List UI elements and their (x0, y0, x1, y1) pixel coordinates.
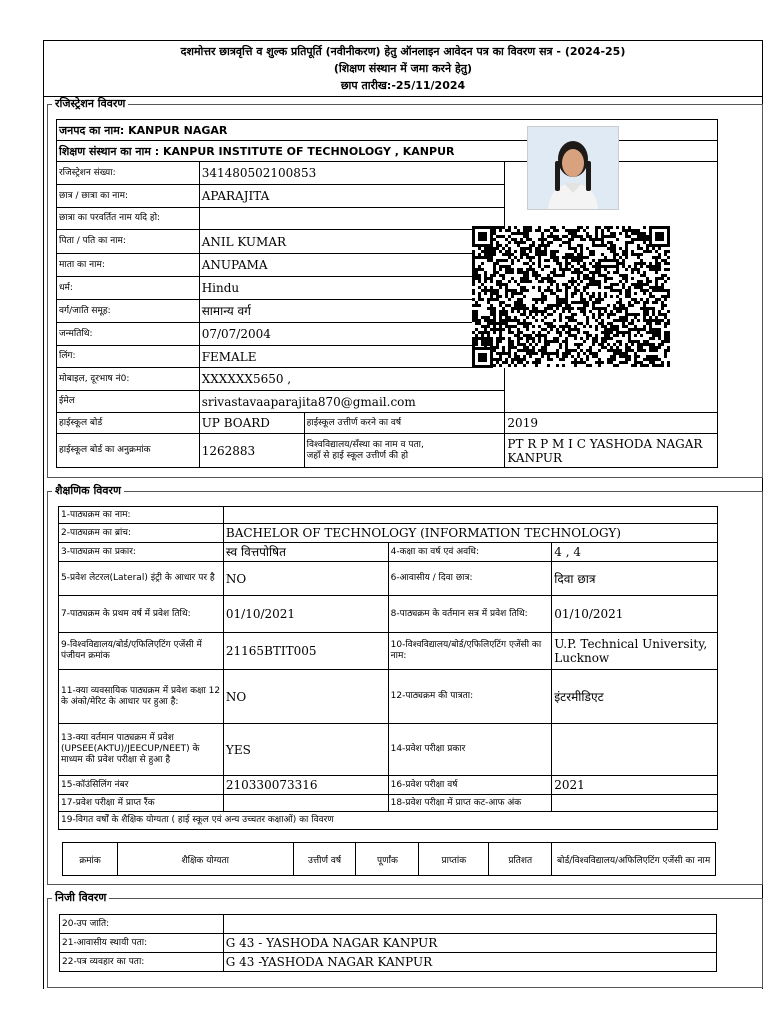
history-col-qualification: शैक्षिक योग्यता (117, 843, 293, 876)
reg-label: धर्म: (57, 277, 200, 300)
counsel-label: 15-कॉउंसिलिंग नंबर (59, 776, 224, 795)
reg-value: ANUPAMA (199, 254, 505, 277)
personal-table (59, 914, 717, 972)
hs-year-label: हाईस्कूल उत्तीर्ण करने का वर्ष (304, 413, 505, 434)
academic-table (58, 506, 718, 830)
hs-school-label (304, 434, 505, 468)
course-name-label: 1-पाठ्यक्रम का नाम: (59, 507, 224, 524)
resident-label: 6-आवासीय / दिवा छात्र: (388, 562, 552, 596)
entrance-value: YES (223, 724, 388, 776)
entrance-label: 13-क्या वर्तमान पाठ्यक्रम में प्रवेश (UPSEE(AKTU)/JEECUP/NEET) के माध्यम की प्रवेश परीक्षा से हुआ है (59, 724, 224, 776)
cutoff-value (552, 795, 718, 812)
reg-label: छात्रा का परवर्तित नाम यदि हो: (57, 208, 200, 230)
header-subtitle: (शिक्षण संस्थान में जमा करने हेतु) (333, 62, 473, 75)
cutoff-label: 18-प्रवेश परीक्षा में प्राप्त कट-आफ अंक (388, 795, 552, 812)
exam-type-label: 14-प्रवेश परीक्षा प्रकार (388, 724, 552, 776)
history-col-obtained: प्राप्तांक (419, 843, 489, 876)
reg-label: छात्र / छात्रा का नाम: (57, 185, 200, 208)
registration-legend: रजिस्ट्रेशन विवरण (52, 97, 128, 111)
history-col-serial: क्रमांक (63, 843, 118, 876)
hs-year-value: 2019 (505, 413, 718, 434)
univ-name-value: U.P. Technical University, Lucknow (552, 633, 718, 670)
hs-school-label-2: जहाँ से हाई स्कूल उत्तीर्ण की हो (306, 450, 409, 461)
institute-name: शिक्षण संस्थान का नाम : KANPUR INSTITUTE OF TECHNOLOGY , KANPUR (57, 141, 718, 162)
course-name-value (223, 507, 717, 524)
hs-roll-value: 1262883 (199, 434, 304, 468)
univ-reg-label: 9-विश्वविद्यालय/बोर्ड/एफिलिएटिंग एजेंसी में पंजीयन क्रमांक (59, 633, 224, 670)
univ-reg-value: 21165BTIT005 (223, 633, 388, 670)
cur-admit-value: 01/10/2021 (552, 596, 718, 633)
qr-code-icon (472, 226, 670, 368)
reg-value: 07/07/2004 (199, 323, 505, 346)
reg-label: माता का नाम: (57, 254, 200, 277)
year-label: 4-कक्षा का वर्ष एवं अवधि: (388, 543, 552, 562)
subcaste-value (223, 915, 716, 934)
hs-board-label: हाईस्कूल बोर्ड (57, 413, 200, 434)
reg-value: XXXXXX5650 , (199, 368, 505, 391)
reg-label: ईमेल (57, 391, 200, 413)
reg-value: Hindu (199, 277, 505, 300)
rank-value (223, 795, 388, 812)
reg-label: वर्ग/जाति समूह: (57, 300, 200, 323)
reg-value: 341480502100853 (199, 162, 505, 185)
hs-board-value: UP BOARD (199, 413, 304, 434)
history-col-max: पूर्णांक (356, 843, 419, 876)
header-title: दशमोत्तर छात्रवृत्ति व शुल्क प्रतिपूर्ति (नवीनीकरण) हेतु ऑनलाइन आवेदन पत्र का विवरण सत्र - (2024-25) (180, 45, 626, 58)
form-header (44, 41, 762, 97)
reg-label: लिंग: (57, 346, 200, 368)
univ-name-label: 10-विश्वविद्यालय/बोर्ड/एफिलिएटिंग एजेंसी का नाम: (388, 633, 552, 670)
first-admit-label: 7-पाठ्यक्रम के प्रथम वर्ष में प्रवेश तिथि: (59, 596, 224, 633)
first-admit-value: 01/10/2021 (223, 596, 388, 633)
branch-value: BACHELOR OF TECHNOLOGY (INFORMATION TECHNOLOGY) (223, 524, 717, 543)
reg-value (199, 208, 505, 230)
counsel-value: 210330073316 (223, 776, 388, 795)
hs-roll-label: हाईस्कूल बोर्ड का अनुक्रमांक (57, 434, 200, 468)
eligibility-value: इंटरमीडिएट (552, 670, 718, 724)
perm-addr-label: 21-आवासीय स्थायी पता: (60, 934, 224, 953)
history-label: 19-विगत वर्षों के शैक्षिक योग्यता ( हाई स्कूल एवं अन्य उच्चतर कक्षाओं) का विवरण (59, 812, 718, 830)
reg-label: जन्मतिथि: (57, 323, 200, 346)
history-col-percent: प्रतिशत (489, 843, 552, 876)
resident-value: दिवा छात्र (552, 562, 718, 596)
reg-label: रजिस्ट्रेशन संख्या: (57, 162, 200, 185)
lateral-label: 5-प्रवेश लेटरल(Lateral) इंट्री के आधार पर है (59, 562, 224, 596)
reg-value: srivastavaaparajita870@gmail.com (199, 391, 505, 413)
personal-legend: निजी विवरण (52, 891, 109, 905)
type-value: स्व वित्तपोषित (223, 543, 388, 562)
history-table (62, 842, 716, 876)
eligibility-label: 12-पाठ्यक्रम की पात्रता: (388, 670, 552, 724)
student-photo (527, 126, 619, 210)
cur-admit-label: 8-पाठ्यक्रम के वर्तमान सत्र में प्रवेश तिथि: (388, 596, 552, 633)
academic-legend: शैक्षणिक विवरण (52, 484, 124, 498)
exam-year-value: 2021 (552, 776, 718, 795)
reg-label: मोबाइल, दूरभाष नं0: (57, 368, 200, 391)
district-name: जनपद का नाम: KANPUR NAGAR (57, 120, 718, 141)
reg-label: पिता / पति का नाम: (57, 230, 200, 254)
lateral-value: NO (223, 562, 388, 596)
branch-label: 2-पाठ्यक्रम का ब्रांच: (59, 524, 224, 543)
reg-value: सामान्य वर्ग (199, 300, 505, 323)
hs-school-label-1: विश्वविद्यालय/सँस्था का नाम व पता, (306, 439, 424, 450)
merit-value: NO (223, 670, 388, 724)
merit-label: 11-क्या व्यवसायिक पाठ्यक्रम में प्रवेश कक्षा 12 के अंको/मेरिट के आधार पर हुआ है: (59, 670, 224, 724)
corr-addr-label: 22-पत्र व्यवहार का पता: (60, 953, 224, 972)
history-col-year: उत्तीर्ण वर्ष (293, 843, 356, 876)
corr-addr-value: G 43 -YASHODA NAGAR KANPUR (223, 953, 716, 972)
exam-type-value (552, 724, 718, 776)
type-label: 3-पाठ्यक्रम का प्रकार: (59, 543, 224, 562)
reg-value: APARAJITA (199, 185, 505, 208)
perm-addr-value: G 43 - YASHODA NAGAR KANPUR (223, 934, 716, 953)
rank-label: 17-प्रवेश परीक्षा में प्राप्त रैंक (59, 795, 224, 812)
hs-school-value: PT R P M I C YASHODA NAGAR KANPUR (505, 434, 718, 468)
year-value: 4 , 4 (552, 543, 718, 562)
history-col-board: बोर्ड/विश्वविद्यालय/अफिलिएटिंग एजेंसी का नाम (552, 843, 716, 876)
exam-year-label: 16-प्रवेश परीक्षा वर्ष (388, 776, 552, 795)
print-date: छाप तारीख:-25/11/2024 (340, 79, 466, 92)
subcaste-label: 20-उप जाति: (60, 915, 224, 934)
reg-value: FEMALE (199, 346, 505, 368)
reg-value: ANIL KUMAR (199, 230, 505, 254)
